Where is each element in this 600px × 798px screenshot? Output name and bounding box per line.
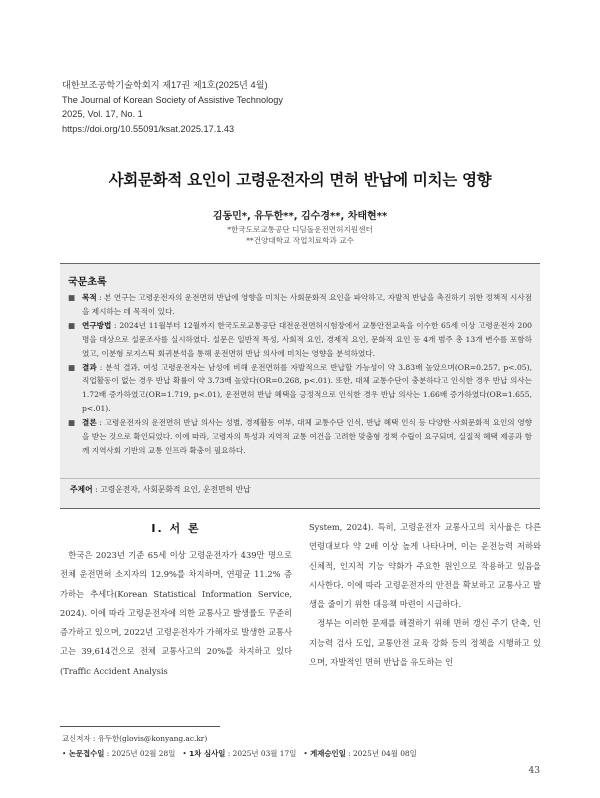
submission-dates: • 논문접수일 : 2025년 02월 28일 • 1차 심사일 : 2025년 03월 17일 • 게재승인일 : 2025년 04월 08일 xyxy=(62,749,417,758)
date-value: : 2025년 03월 17일 xyxy=(225,749,297,758)
date-value: : 2025년 04월 08일 xyxy=(345,749,417,758)
abstract-item-label: 결과 xyxy=(82,362,97,372)
page-number: 43 xyxy=(528,766,540,776)
affiliation-2: **건양대학교 작업치료학과 교수 xyxy=(246,236,354,245)
body-paragraph: 한국은 2023년 기준 65세 이상 고령운전자가 439만 명으로 전체 운전면허 소지자의 12.9%를 차지하며, 연평균 11.2% 증가하는 추세다(Korean Statistical Information Service, 2024). 이에 따라 고령운전자에 의한 교통사고 발생률도 꾸준히 증가하고 있으며, 2022년 고령운전자가 가해자로 발생한 교통사고는 39,614건으로 전체 교통사고의 20%를 차지하고 있다(Traffic Accident Analysis xyxy=(60,550,292,676)
date-label: 1차 심사일 xyxy=(189,749,226,758)
abstract-item-label: 연구방법 xyxy=(82,320,112,330)
corresponding-author: 교신저자 : 유두한(glovis@konyang.ac.kr) xyxy=(62,734,208,743)
keywords-text: : 고령운전자, 사회문화적 요인, 운전면허 반납 xyxy=(92,485,251,494)
author-list: 김동민*, 유두한**, 김수경**, 차태현** xyxy=(212,211,388,222)
date-value: : 2025년 02월 28일 xyxy=(104,749,176,758)
abstract-item-text: : 본 연구는 고령운전자의 운전면허 반납에 영향을 미치는 사회문화적 요인을 파악하고, 자발적 반납을 촉진하기 위한 정책적 시사점을 제시하는 데 목적이 있다. xyxy=(82,293,532,316)
journal-doi[interactable]: https://doi.org/10.55091/ksat.2025.17.1.43 xyxy=(62,123,235,134)
abstract-item-conclusion xyxy=(66,416,532,458)
body-paragraph: 정부는 이러한 문제를 해결하기 위해 면허 갱신 주기 단축, 인지능력 검사 도입, 교통안전 교육 강화 등의 정책을 시행하고 있으며, 자발적인 면허 반납을 유도하는 인 xyxy=(309,618,541,668)
abstract-item-label: 결론 xyxy=(82,418,97,428)
keywords-label: 주제어 xyxy=(70,485,93,494)
body-paragraph: System, 2024). 특히, 고령운전자 교통사고의 치사율은 다른 연령대보다 약 2배 이상 높게 나타나며, 이는 운전능력 저하와 신체적, 인지적 기능 약화가 주요한 원인으로 작용하고 있음을 시사한다. 이에 따라 고령운전자의 안전을 확보하고 교통사고 발생을 줄이기 위한 대응책 마련이 시급하다. xyxy=(309,522,541,610)
journal-info xyxy=(62,78,283,136)
abstract-box xyxy=(60,263,540,509)
body-column-left xyxy=(60,520,292,681)
date-label: 논문접수일 xyxy=(68,749,105,758)
footnotes xyxy=(62,731,417,761)
abstract-item-text: : 2024년 11월부터 12월까지 한국도로교통공단 대전운전면허시험장에서 교통안전교육을 이수한 65세 이상 고령운전자 200명을 대상으로 설문조사를 실시하였다. 설문은 일반적 특성, 사회적 요인, 경제적 요인, 문화적 요인 등 4개 범주 총 13개 변수를 포함하였고, 이분형 로지스틱 회귀분석을 통해 운전면허 반납 의사에 미치는 영향을 분석하였다. xyxy=(82,320,532,358)
abstract-item-results xyxy=(66,361,532,417)
square-bullet-icon: ■ xyxy=(68,418,76,428)
square-bullet-icon: ■ xyxy=(68,362,76,372)
square-bullet-icon: ■ xyxy=(68,320,76,330)
abstract-item-purpose xyxy=(66,291,532,319)
abstract-item-text: : 고령운전자의 운전면허 반납 의사는 성별, 경제활동 여부, 대체 교통수단 인식, 반납 혜택 인식 등 다양한 사회문화적 요인의 영향을 받는 것으로 확인되었다. 이에 따라, 고령자의 특성과 지역적 교통 여건을 고려한 맞춤형 정책 수립이 요구되며, 실질적 혜택 제공과 함께 지역사회 기반의 교통 인프라 확충이 필요하다. xyxy=(82,418,532,455)
body-column-right xyxy=(309,518,541,672)
abstract-item-label: 목적 xyxy=(82,293,97,302)
abstract-divider xyxy=(60,478,540,479)
abstract-item-text: : 분석 결과, 여성 고령운전자는 남성에 비해 운전면허를 자발적으로 반납할 가능성이 약 3.83배 높았으며(OR=0.257, p<.05), 직업활동이 없는 경우 반납 확률이 약 3.73배 높았다(OR=0.268, p<.01). 또한, 대체 교통수단이 충분하다고 인식한 경우 반납 의사는 1.72배 증가하였고(OR=1.719, p<.01), 운전면허 반납 혜택을 긍정적으로 인식한 경우 반납 의사는 1.66배 증가하였다(OR=1.655, p<.01). xyxy=(82,362,532,414)
abstract-heading: 국문초록 xyxy=(68,277,107,288)
footnote-divider xyxy=(60,726,220,727)
abstract-item-methods xyxy=(66,319,532,361)
keywords xyxy=(70,484,251,495)
paper-title: 사회문화적 요인이 고령운전자의 면허 반납에 미치는 영향 xyxy=(108,171,492,189)
date-label: 게재승인일 xyxy=(310,749,346,758)
abstract-items xyxy=(66,291,532,458)
journal-korean-name: 대한보조공학기술학회지 제17권 제1호(2025년 4월) xyxy=(62,80,268,90)
affiliation-1: *한국도로교통공단 디딤돌운전면허지원센터 xyxy=(227,225,373,234)
journal-english-name: The Journal of Korean Society of Assistive Technology xyxy=(62,94,283,105)
square-bullet-icon: ■ xyxy=(68,293,76,302)
section-heading: Ⅰ. 서 론 xyxy=(151,522,201,535)
journal-volume: 2025, Vol. 17, No. 1 xyxy=(62,109,143,119)
